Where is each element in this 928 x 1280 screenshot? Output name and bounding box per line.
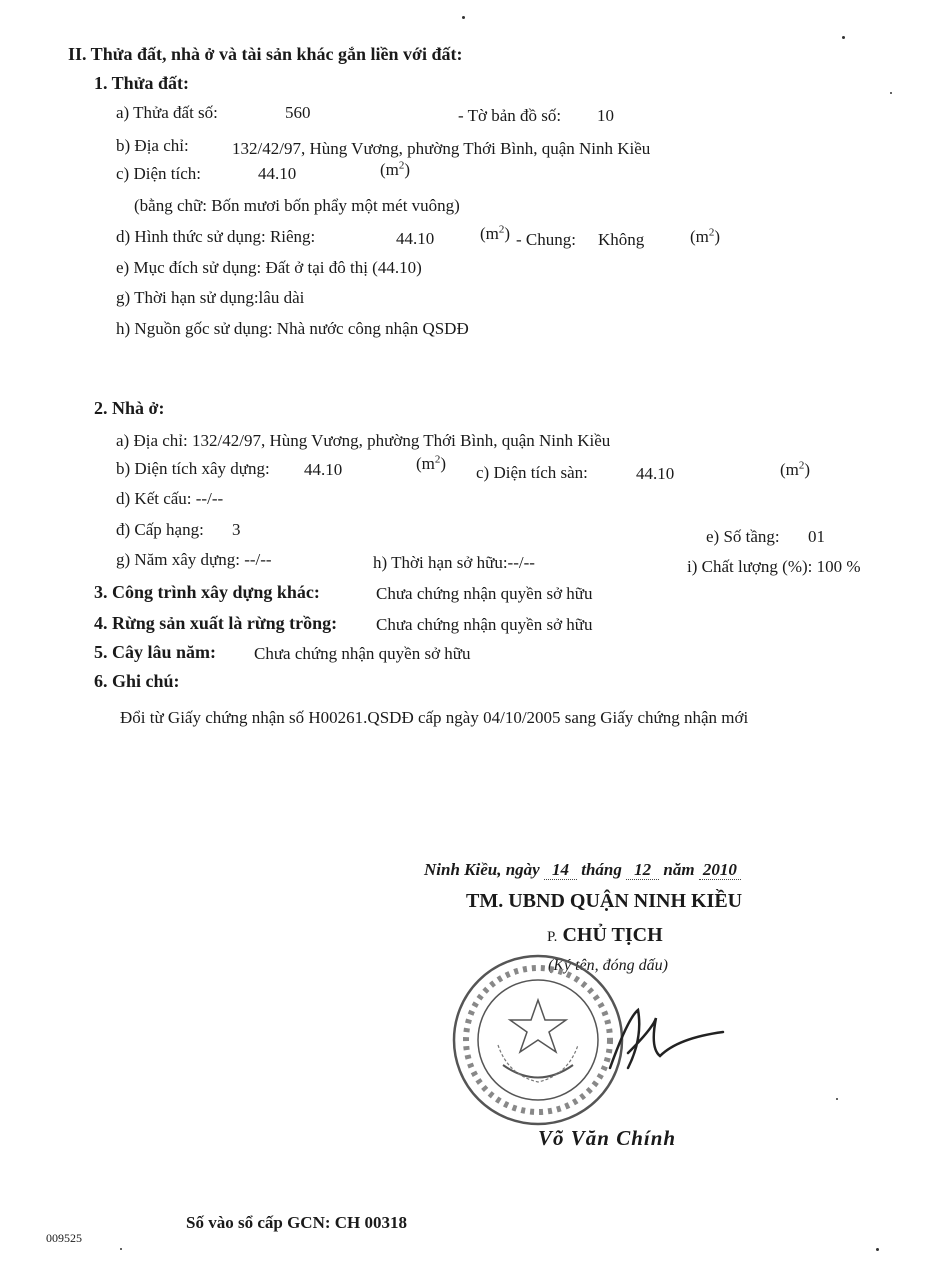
ownership-term: h) Thời hạn sở hữu:--/-- xyxy=(373,553,535,572)
use-form-shared-label: - Chung: xyxy=(516,230,576,249)
house-heading: 2. Nhà ở: xyxy=(94,398,165,418)
floor-area-unit: $(m^2)$ xyxy=(780,459,811,479)
scan-speck xyxy=(120,1248,122,1250)
structure: d) Kết cấu: --/-- xyxy=(116,489,224,508)
address-value: 132/42/97, Hùng Vương, phường Thới Bình, quận Ninh Kiều xyxy=(232,139,651,158)
use-form-private: 44.10 xyxy=(396,229,435,248)
use-form-shared-value: Không xyxy=(598,230,645,249)
signing-date: Ninh Kiều, ngày 14 tháng 12 năm 2010 xyxy=(424,860,741,880)
authority: TM. UBND QUẬN NINH KIỀU xyxy=(466,890,743,912)
other-works-label: 3. Công trình xây dựng khác: xyxy=(94,582,320,602)
land-heading: 1. Thửa đất: xyxy=(94,73,189,93)
parcel-value: 560 xyxy=(285,103,311,122)
house-address: a) Địa chỉ: 132/42/97, Hùng Vương, phường Thới Bình, quận Ninh Kiều xyxy=(116,431,611,450)
forest-value: Chưa chứng nhận quyền sở hữu xyxy=(376,615,593,634)
build-area-value: 44.10 xyxy=(304,460,343,479)
floors-value: 01 xyxy=(808,527,825,546)
serial-number: 009525 xyxy=(46,1231,82,1245)
grade-value: 3 xyxy=(232,520,241,539)
signing-year: 2010 xyxy=(699,860,741,880)
use-form-shared-unit: $(m^2)$ xyxy=(690,226,721,246)
floor-area-label: c) Diện tích sàn: xyxy=(476,463,588,482)
address-label: b) Địa chỉ: xyxy=(116,136,189,155)
area-words: (bằng chữ: Bốn mươi bốn phẩy một mét vuông) xyxy=(134,196,460,215)
scan-speck xyxy=(890,92,892,94)
scan-speck xyxy=(876,1248,879,1251)
signing-day: 14 xyxy=(544,860,577,880)
floors-label: e) Số tầng: xyxy=(706,527,780,546)
use-form-unit: $(m^2)$ xyxy=(480,223,511,243)
parcel-label: a) Thửa đất số: xyxy=(116,103,218,122)
build-area-label: b) Diện tích xây dựng: xyxy=(116,459,270,478)
scan-speck xyxy=(842,36,845,39)
notes-label: 6. Ghi chú: xyxy=(94,671,180,691)
map-label: - Tờ bản đồ số: xyxy=(458,106,562,125)
origin: h) Nguồn gốc sử dụng: Nhà nước công nhận QSDĐ xyxy=(116,319,469,338)
grade-label: đ) Cấp hạng: xyxy=(116,520,204,539)
forest-label: 4. Rừng sản xuất là rừng trồng: xyxy=(94,613,338,633)
section-title: II. Thửa đất, nhà ở và tài sản khác gắn liền với đất: xyxy=(68,44,463,64)
position: P. CHỦ TỊCH xyxy=(547,924,663,946)
notes-value: Đổi từ Giấy chứng nhận số H00261.QSDĐ cấp ngày 04/10/2005 sang Giấy chứng nhận mới xyxy=(120,708,749,727)
other-works-value: Chưa chứng nhận quyền sở hữu xyxy=(376,584,593,603)
signing-month: 12 xyxy=(626,860,659,880)
area-label: c) Diện tích: xyxy=(116,164,201,183)
register: Số vào sổ cấp GCN: CH 00318 xyxy=(186,1213,408,1232)
area-unit: $(m^2)$ xyxy=(380,159,411,179)
perennial-label: 5. Cây lâu năm: xyxy=(94,642,217,662)
term: g) Thời hạn sử dụng:lâu dài xyxy=(116,288,305,307)
signature-mark xyxy=(598,998,728,1078)
map-value: 10 xyxy=(597,106,614,125)
area-value: 44.10 xyxy=(258,164,297,183)
perennial-value: Chưa chứng nhận quyền sở hữu xyxy=(254,644,471,663)
build-area-unit: $(m^2)$ xyxy=(416,453,447,473)
sign-note: (Ký tên, đóng dấu) xyxy=(548,957,668,974)
purpose: e) Mục đích sử dụng: Đất ở tại đô thị (44.10) xyxy=(116,258,422,277)
use-form-label: d) Hình thức sử dụng: Riêng: xyxy=(116,227,316,246)
scan-speck xyxy=(836,1098,838,1100)
quality: i) Chất lượng (%): 100 % xyxy=(687,557,861,576)
scan-speck xyxy=(462,16,465,19)
construction-year: g) Năm xây dựng: --/-- xyxy=(116,550,272,569)
floor-area-value: 44.10 xyxy=(636,464,675,483)
signer-name: Võ Văn Chính xyxy=(538,1126,677,1150)
